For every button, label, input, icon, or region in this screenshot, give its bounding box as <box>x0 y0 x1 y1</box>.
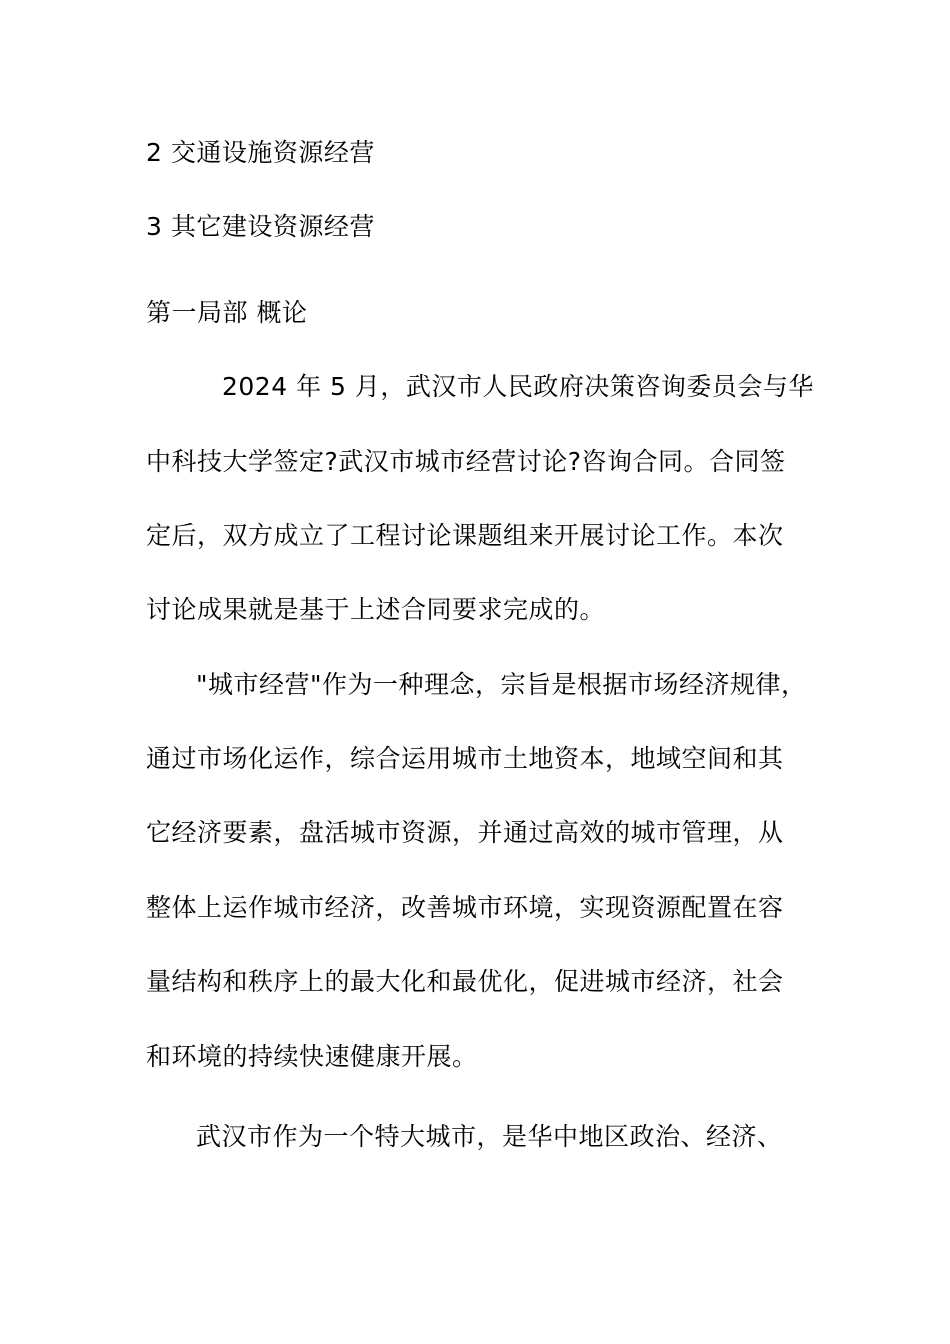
toc-item-3: 3 其它建设资源经营 <box>146 212 375 241</box>
paragraph-1-line-2: 中科技大学签定?武汉市城市经营讨论?咨询合同。合同签 <box>146 447 786 476</box>
toc-item-2: 2 交通设施资源经营 <box>146 138 375 167</box>
paragraph-1-line-4: 讨论成果就是基于上述合同要求完成的。 <box>146 595 606 624</box>
paragraph-1-line-3: 定后，双方成立了工程讨论课题组来开展讨论工作。本次 <box>146 521 784 550</box>
paragraph-2-line-3: 它经济要素，盘活城市资源，并通过高效的城市管理，从 <box>146 818 784 847</box>
paragraph-2-line-2: 通过市场化运作，综合运用城市土地资本，地域空间和其 <box>146 744 784 773</box>
paragraph-2-line-4: 整体上运作城市经济，改善城市环境，实现资源配置在容 <box>146 893 784 922</box>
paragraph-2-line-6: 和环境的持续快速健康开展。 <box>146 1042 478 1071</box>
paragraph-2-line-5: 量结构和秩序上的最大化和最优化，促进城市经济，社会 <box>146 967 784 996</box>
paragraph-1-line-1: 2024 年 5 月，武汉市人民政府决策咨询委员会与华 <box>222 372 814 401</box>
paragraph-2-line-1: "城市经营"作为一种理念，宗旨是根据市场经济规律， <box>196 670 807 699</box>
section-heading: 第一局部 概论 <box>146 298 308 327</box>
paragraph-3-line-1: 武汉市作为一个特大城市，是华中地区政治、经济、 <box>196 1122 783 1151</box>
